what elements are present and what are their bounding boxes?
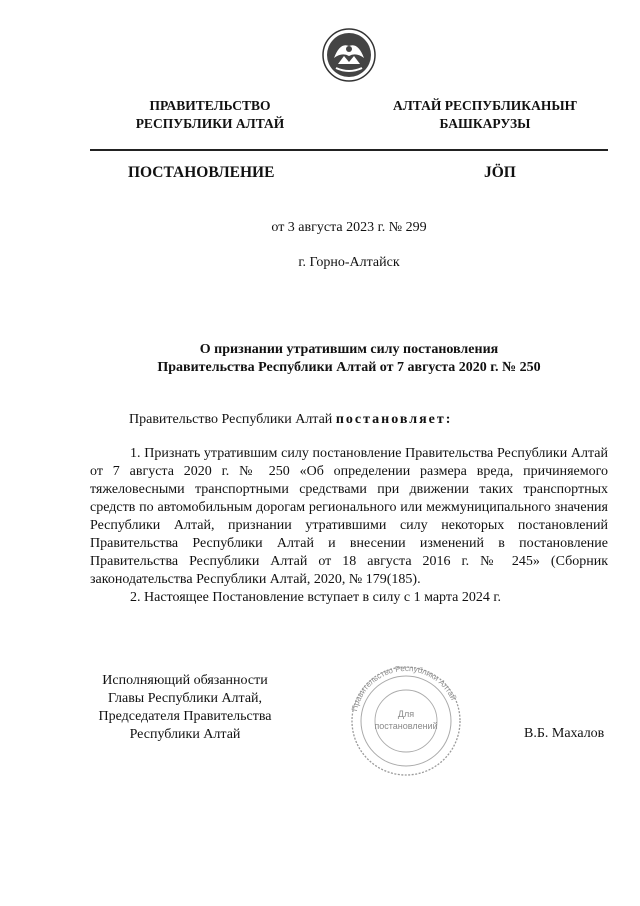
svg-text:Правительство Республики Алтай	[350, 665, 458, 712]
signatory-line3: Председателя Правительства	[98, 709, 272, 724]
header-divider	[90, 149, 608, 151]
signatory-line1: Исполняющий обязанности	[102, 673, 268, 688]
header-left-line1: ПРАВИТЕЛЬСТВО	[149, 98, 271, 113]
header-left-line2: РЕСПУБЛИКИ АЛТАЙ	[135, 116, 285, 131]
document-body	[90, 445, 608, 607]
paragraph-1: 1. Признать утратившим силу постановление Правительства Республики Алтай от 7 августа 2020 г. № 250 «Об определении размера вреда, причиняемого тяжеловесными транспортными средствами при движении таких транспортных средств по автомобильным дорогам регионального или межмуниципального значения Республики Алтай, признании утратившими силу некоторых постановлений Правительства Республики Алтай и внесении изменений в постановление Правительства Республики Алтай от 18 августа 2016 г. № 245» (Сборник законодательства Республики Алтай, 2020, № 179(185).	[90, 446, 608, 587]
document-title	[90, 341, 608, 377]
header-right-line1: АЛТАЙ РЕСПУБЛИКАНЫҤ	[392, 98, 578, 113]
stamp-center-line1: Для	[397, 709, 415, 719]
stamp-ring-text: Правительство Республики Алтай	[350, 665, 458, 713]
title-line2: Правительства Республики Алтай от 7 августа 2020 г. № 250	[157, 360, 541, 375]
preamble-text: Правительство Республики Алтай	[129, 412, 336, 427]
stamp-center-line2: постановлений	[374, 721, 438, 731]
city: г. Горно-Алтайск	[298, 255, 400, 270]
header-left	[110, 97, 310, 133]
header-right-line2: БАШКАРУЗЫ	[439, 116, 531, 131]
date-number: от 3 августа 2023 г. № 299	[271, 220, 427, 235]
signatory-title	[90, 672, 280, 744]
signatory-name: В.Б. Махалов	[524, 726, 605, 741]
paragraph-2: 2. Настоящее Постановление вступает в силу с 1 марта 2024 г.	[130, 590, 502, 605]
official-stamp	[343, 665, 469, 777]
header-right	[380, 97, 590, 133]
preamble	[129, 412, 452, 428]
doc-type-right: JÖП	[484, 164, 516, 181]
doc-type-left: ПОСТАНОВЛЕНИЕ	[128, 164, 275, 181]
signatory-line4: Республики Алтай	[129, 727, 241, 742]
signatory-line2: Главы Республики Алтай,	[107, 691, 263, 706]
emblem-icon	[322, 28, 376, 82]
title-line1: О признании утратившим силу постановления	[199, 342, 499, 357]
preamble-emphasis: постановляет:	[335, 412, 453, 427]
